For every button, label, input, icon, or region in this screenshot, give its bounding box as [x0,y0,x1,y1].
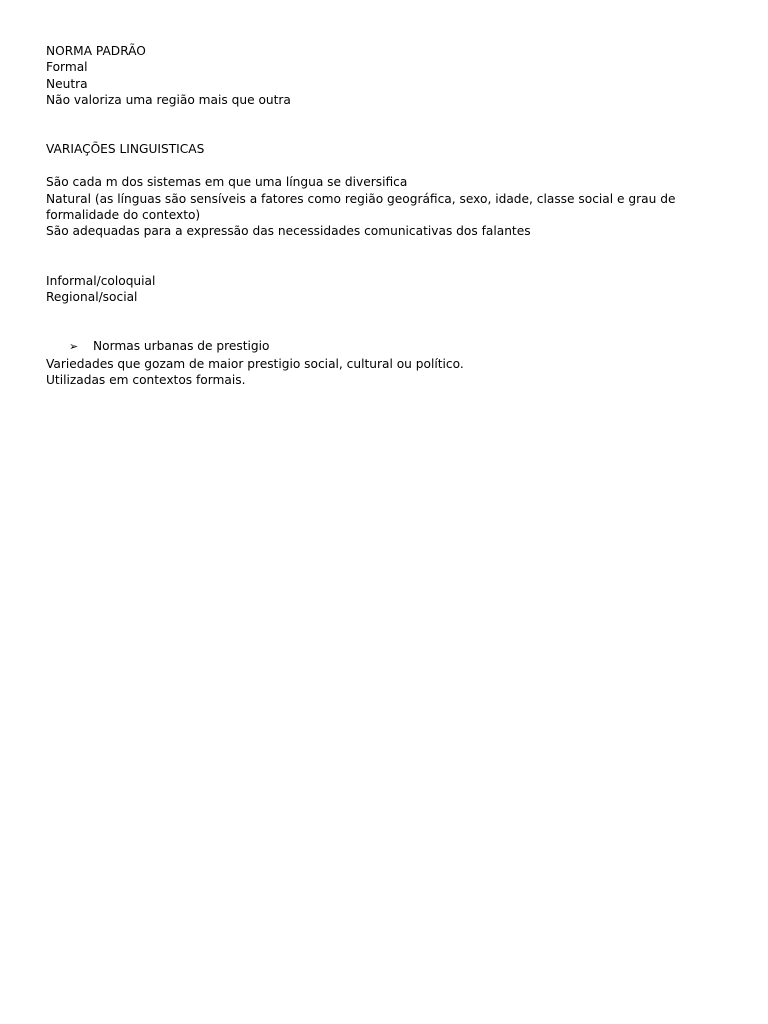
blank-line [46,158,726,174]
blank-line [46,125,726,141]
heading-norma-padrao: NORMA PADRÃO [46,44,146,58]
text-line: Regional/social [46,290,138,305]
text-line: Utilizadas em contextos formais. [46,373,246,388]
text-line: São adequadas para a expressão das necessidades comunicativas dos falantes [46,224,531,239]
bullet-item [46,338,726,355]
text-line: Variedades que gozam de maior prestigio social, cultural ou político. [46,356,464,371]
blank-line [46,256,726,272]
heading-variacoes-linguisticas: VARIAÇÕES LINGUISTICAS [46,142,205,157]
blank-line [46,305,726,321]
bullet-text: Normas urbanas de prestigio [93,339,270,354]
blank-line [46,240,726,256]
blank-line [46,322,726,338]
text-line: Informal/coloquial [46,273,156,288]
text-line: Não valoriza uma região mais que outra [46,93,291,108]
text-line: Natural (as línguas são sensíveis a fatores como região geográfica, sexo, idade, classe social e grau de formalidade do contexto) [46,191,680,223]
document-body [46,43,726,388]
text-line: Formal [46,60,88,75]
arrowhead-bullet-icon: ➢ [69,340,79,354]
text-line: Neutra [46,76,88,91]
text-line: São cada m dos sistemas em que uma língua se diversifica [46,175,408,190]
blank-line [46,109,726,125]
